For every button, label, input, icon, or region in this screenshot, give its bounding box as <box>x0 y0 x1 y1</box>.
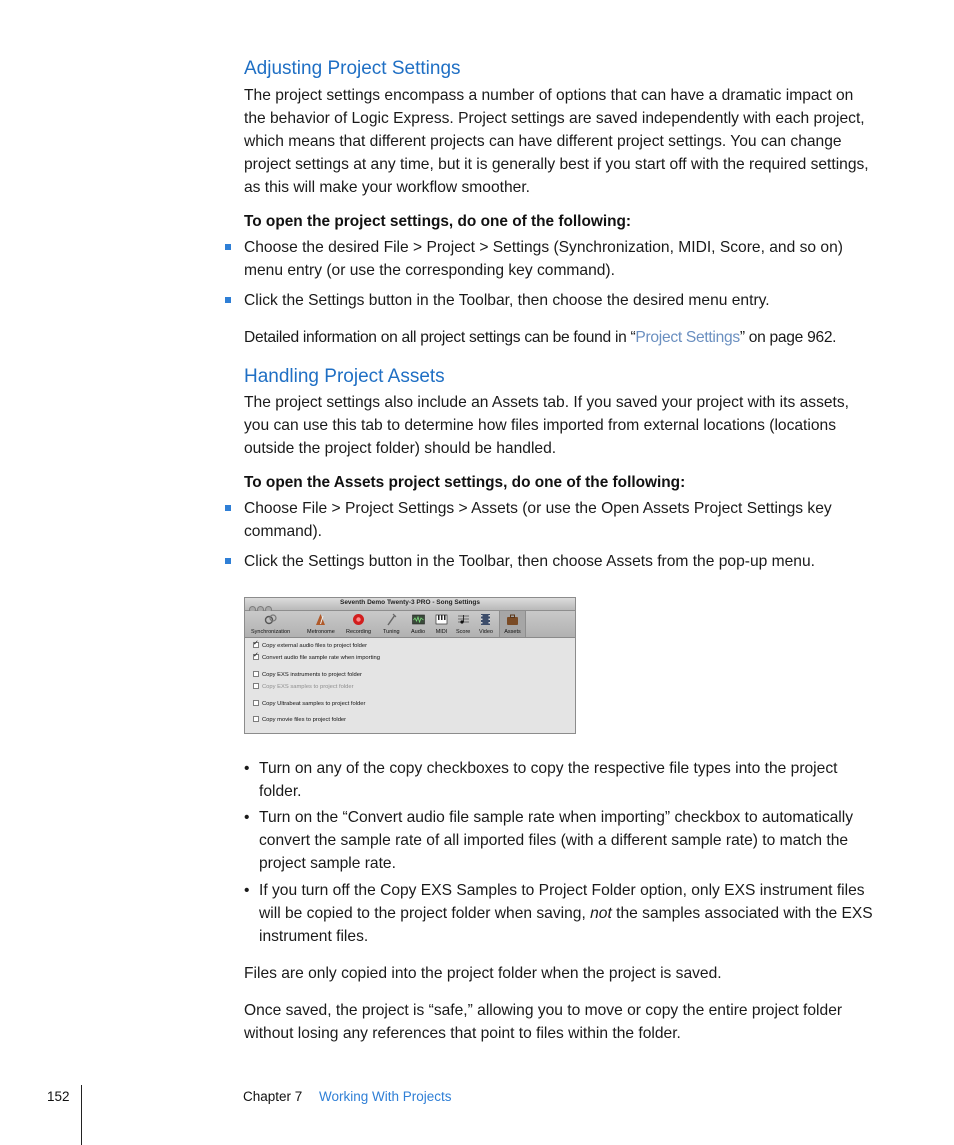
tab-video: Video <box>479 613 493 635</box>
window-title: Seventh Demo Twenty-3 PRO - Song Settings <box>339 599 480 606</box>
record-icon <box>352 613 365 626</box>
page-number: 152 <box>47 1089 70 1104</box>
checkbox <box>253 716 259 722</box>
score-icon <box>457 613 470 626</box>
settings-toolbar <box>245 611 575 638</box>
checkbox <box>253 654 259 660</box>
checkbox <box>253 671 259 677</box>
list-item: Choose the desired File > Project > Settings (Synchronization, MIDI, Score, and so on) menu entry (or use the corresponding key command). <box>244 236 874 282</box>
tab-recording: Recording <box>346 613 371 635</box>
tuning-fork-icon <box>385 613 398 626</box>
square-bullet-icon <box>225 244 231 250</box>
option-copy-ultrabeat: Copy Ultrabeat samples to project folder <box>253 700 365 707</box>
option-convert-sample-rate: ✓Convert audio file sample rate when importing <box>253 654 380 661</box>
list-item: Click the Settings button in the Toolbar, then choose the desired menu entry. <box>244 289 874 312</box>
procedure-lead-assets: To open the Assets project settings, do one of the following: <box>244 474 686 491</box>
paragraph-intro-assets: The project settings also include an Assets tab. If you saved your project with its assets, you can use this tab to determine how files imported from external locations (locations outside the project folder) should be handled. <box>244 394 849 457</box>
list-item: • Turn on any of the copy checkboxes to copy the respective file types into the project folder. <box>259 757 874 803</box>
metronome-icon <box>314 613 327 626</box>
list-item: Choose File > Project Settings > Assets (or use the Open Assets Project Settings key command). <box>244 497 874 543</box>
square-bullet-icon <box>225 558 231 564</box>
paragraph-intro-settings: The project settings encompass a number of options that can have a dramatic impact on the behavior of Logic Express. Project settings are saved independently with each project, which means that different projects can have different project settings. You can change project settings at any time, but it is generally best if you start off with the required settings, as this will make your workflow smoother. <box>244 87 869 196</box>
footer-divider <box>81 1085 82 1145</box>
paragraph-project-safe: Once saved, the project is “safe,” allowing you to move or copy the entire project folder without losing any references that point to files within the folder. <box>244 1002 843 1042</box>
section-heading-adjusting: Adjusting Project Settings <box>244 58 461 79</box>
tab-score: Score <box>456 613 470 635</box>
sync-icon <box>264 613 277 626</box>
checkbox <box>253 683 259 689</box>
checkbox <box>253 642 259 648</box>
option-copy-exs-instruments: Copy EXS instruments to project folder <box>253 671 362 678</box>
tab-audio: Audio <box>411 613 425 635</box>
list-item: • If you turn off the Copy EXS Samples to Project Folder option, only EXS instrument files will be copied to the project folder when saving, not the samples associated with the EXS instrument files. <box>259 879 874 948</box>
song-settings-window-screenshot <box>244 597 576 734</box>
paragraph-copy-on-save: Files are only copied into the project folder when the project is saved. <box>244 965 722 982</box>
tab-midi: MIDI <box>435 613 448 635</box>
bullet-dot: • <box>244 760 250 777</box>
tab-tuning: Tuning <box>383 613 400 635</box>
chapter-label: Chapter 7 <box>243 1089 303 1104</box>
paragraph-detail-reference: Detailed information on all project settings can be found in “Project Settings” on page 962. <box>244 329 837 346</box>
option-copy-movie-files: Copy movie files to project folder <box>253 716 346 723</box>
tab-metronome: Metronome <box>307 613 335 635</box>
tab-assets: Assets <box>499 611 526 637</box>
list-item: Click the Settings button in the Toolbar, then choose Assets from the pop-up menu. <box>244 550 874 573</box>
square-bullet-icon <box>225 505 231 511</box>
checkbox <box>253 700 259 706</box>
square-bullet-icon <box>225 297 231 303</box>
bullet-dot: • <box>244 882 250 899</box>
chapter-title-link[interactable]: Working With Projects <box>319 1089 452 1104</box>
audio-icon <box>412 613 425 626</box>
option-copy-exs-samples: Copy EXS samples to project folder <box>253 683 354 690</box>
option-copy-external-audio: ✓Copy external audio files to project folder <box>253 642 367 649</box>
bullet-dot: • <box>244 809 250 826</box>
midi-icon <box>435 613 448 626</box>
assets-icon <box>506 613 519 626</box>
section-heading-assets: Handling Project Assets <box>244 366 445 387</box>
window-titlebar <box>245 598 575 611</box>
procedure-lead-settings: To open the project settings, do one of the following: <box>244 213 632 230</box>
list-item: • Turn on the “Convert audio file sample rate when importing” checkbox to automatically convert the sample rate of all imported files (with a different sample rate) to match the project sample rate. <box>259 806 874 875</box>
project-settings-link[interactable]: Project Settings <box>635 329 740 346</box>
video-icon <box>479 613 492 626</box>
tab-synchronization: Synchronization <box>251 613 290 635</box>
